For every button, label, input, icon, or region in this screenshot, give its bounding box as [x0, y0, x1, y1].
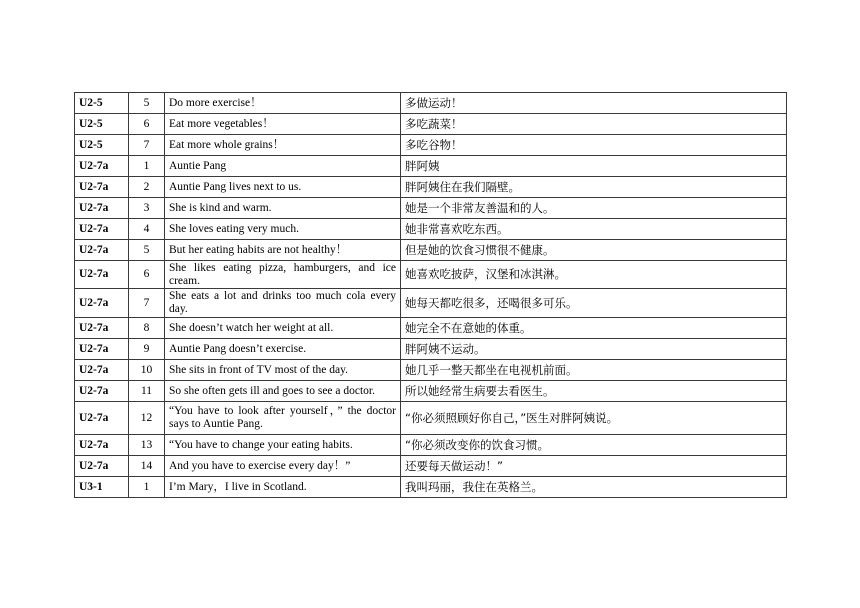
english-sentence-cell: But her eating habits are not healthy！: [165, 240, 401, 261]
table-row: [75, 360, 787, 381]
sentence-table: [74, 92, 787, 498]
number-cell: 3: [129, 198, 165, 219]
english-sentence-cell: Eat more vegetables！: [165, 114, 401, 135]
unit-cell: U3-1: [75, 477, 129, 498]
table-row: [75, 198, 787, 219]
unit-cell: U2-7a: [75, 156, 129, 177]
number-cell: 7: [129, 135, 165, 156]
unit-cell: U2-7a: [75, 339, 129, 360]
unit-cell: U2-7a: [75, 360, 129, 381]
table-row: [75, 240, 787, 261]
english-sentence-cell: She likes eating pizza, hamburgers, and ice cream.: [165, 261, 401, 289]
table-row: [75, 339, 787, 360]
table-row: [75, 219, 787, 240]
unit-cell: U2-7a: [75, 435, 129, 456]
chinese-translation-cell: 胖阿姨住在我们隔壁。: [401, 177, 787, 198]
table-row: [75, 456, 787, 477]
english-sentence-cell: She sits in front of TV most of the day.: [165, 360, 401, 381]
chinese-translation-cell: 她是一个非常友善温和的人。: [401, 198, 787, 219]
unit-cell: U2-7a: [75, 177, 129, 198]
english-sentence-cell: Auntie Pang doesn’t exercise.: [165, 339, 401, 360]
number-cell: 1: [129, 156, 165, 177]
chinese-translation-cell: 还要每天做运动！”: [401, 456, 787, 477]
english-sentence-cell: She eats a lot and drinks too much cola every day.: [165, 289, 401, 318]
table-row: [75, 177, 787, 198]
table-row: [75, 135, 787, 156]
unit-cell: U2-7a: [75, 318, 129, 339]
chinese-translation-cell: 她喜欢吃披萨，汉堡和冰淇淋。: [401, 261, 787, 289]
english-sentence-cell: And you have to exercise every day！”: [165, 456, 401, 477]
number-cell: 8: [129, 318, 165, 339]
chinese-translation-cell: 我叫玛丽，我住在英格兰。: [401, 477, 787, 498]
english-sentence-cell: I’m Mary，I live in Scotland.: [165, 477, 401, 498]
number-cell: 10: [129, 360, 165, 381]
chinese-translation-cell: 多吃谷物！: [401, 135, 787, 156]
chinese-translation-cell: 她几乎一整天都坐在电视机前面。: [401, 360, 787, 381]
unit-cell: U2-7a: [75, 456, 129, 477]
unit-cell: U2-5: [75, 114, 129, 135]
number-cell: 5: [129, 240, 165, 261]
chinese-translation-cell: 胖阿姨不运动。: [401, 339, 787, 360]
table-row: [75, 114, 787, 135]
table-row: [75, 261, 787, 289]
chinese-translation-cell: 多吃蔬菜！: [401, 114, 787, 135]
number-cell: 5: [129, 93, 165, 114]
number-cell: 11: [129, 381, 165, 402]
chinese-translation-cell: 胖阿姨: [401, 156, 787, 177]
number-cell: 7: [129, 289, 165, 318]
unit-cell: U2-5: [75, 135, 129, 156]
chinese-translation-cell: 她每天都吃很多，还喝很多可乐。: [401, 289, 787, 318]
table-row: [75, 477, 787, 498]
english-sentence-cell: Auntie Pang: [165, 156, 401, 177]
table-row: [75, 435, 787, 456]
unit-cell: U2-7a: [75, 289, 129, 318]
number-cell: 13: [129, 435, 165, 456]
number-cell: 4: [129, 219, 165, 240]
unit-cell: U2-7a: [75, 198, 129, 219]
number-cell: 6: [129, 114, 165, 135]
chinese-translation-cell: 她完全不在意她的体重。: [401, 318, 787, 339]
english-sentence-cell: Auntie Pang lives next to us.: [165, 177, 401, 198]
english-sentence-cell: Do more exercise！: [165, 93, 401, 114]
table-row: [75, 402, 787, 435]
number-cell: 14: [129, 456, 165, 477]
chinese-translation-cell: “你必须照顾好你自己，”医生对胖阿姨说。: [401, 402, 787, 435]
chinese-translation-cell: 她非常喜欢吃东西。: [401, 219, 787, 240]
unit-cell: U2-5: [75, 93, 129, 114]
english-sentence-cell: She is kind and warm.: [165, 198, 401, 219]
number-cell: 12: [129, 402, 165, 435]
english-sentence-cell: “You have to change your eating habits.: [165, 435, 401, 456]
number-cell: 9: [129, 339, 165, 360]
unit-cell: U2-7a: [75, 240, 129, 261]
unit-cell: U2-7a: [75, 261, 129, 289]
number-cell: 6: [129, 261, 165, 289]
english-sentence-cell: She doesn’t watch her weight at all.: [165, 318, 401, 339]
unit-cell: U2-7a: [75, 402, 129, 435]
table-row: [75, 318, 787, 339]
number-cell: 2: [129, 177, 165, 198]
table-row: [75, 156, 787, 177]
chinese-translation-cell: 但是她的饮食习惯很不健康。: [401, 240, 787, 261]
table-row: [75, 93, 787, 114]
english-sentence-cell: “You have to look after yourself，” the doctor says to Auntie Pang.: [165, 402, 401, 435]
unit-cell: U2-7a: [75, 381, 129, 402]
number-cell: 1: [129, 477, 165, 498]
sentence-table-body: [75, 93, 787, 498]
chinese-translation-cell: 所以她经常生病要去看医生。: [401, 381, 787, 402]
chinese-translation-cell: “你必须改变你的饮食习惯。: [401, 435, 787, 456]
table-row: [75, 289, 787, 318]
english-sentence-cell: So she often gets ill and goes to see a doctor.: [165, 381, 401, 402]
english-sentence-cell: Eat more whole grains！: [165, 135, 401, 156]
chinese-translation-cell: 多做运动！: [401, 93, 787, 114]
unit-cell: U2-7a: [75, 219, 129, 240]
table-row: [75, 381, 787, 402]
english-sentence-cell: She loves eating very much.: [165, 219, 401, 240]
